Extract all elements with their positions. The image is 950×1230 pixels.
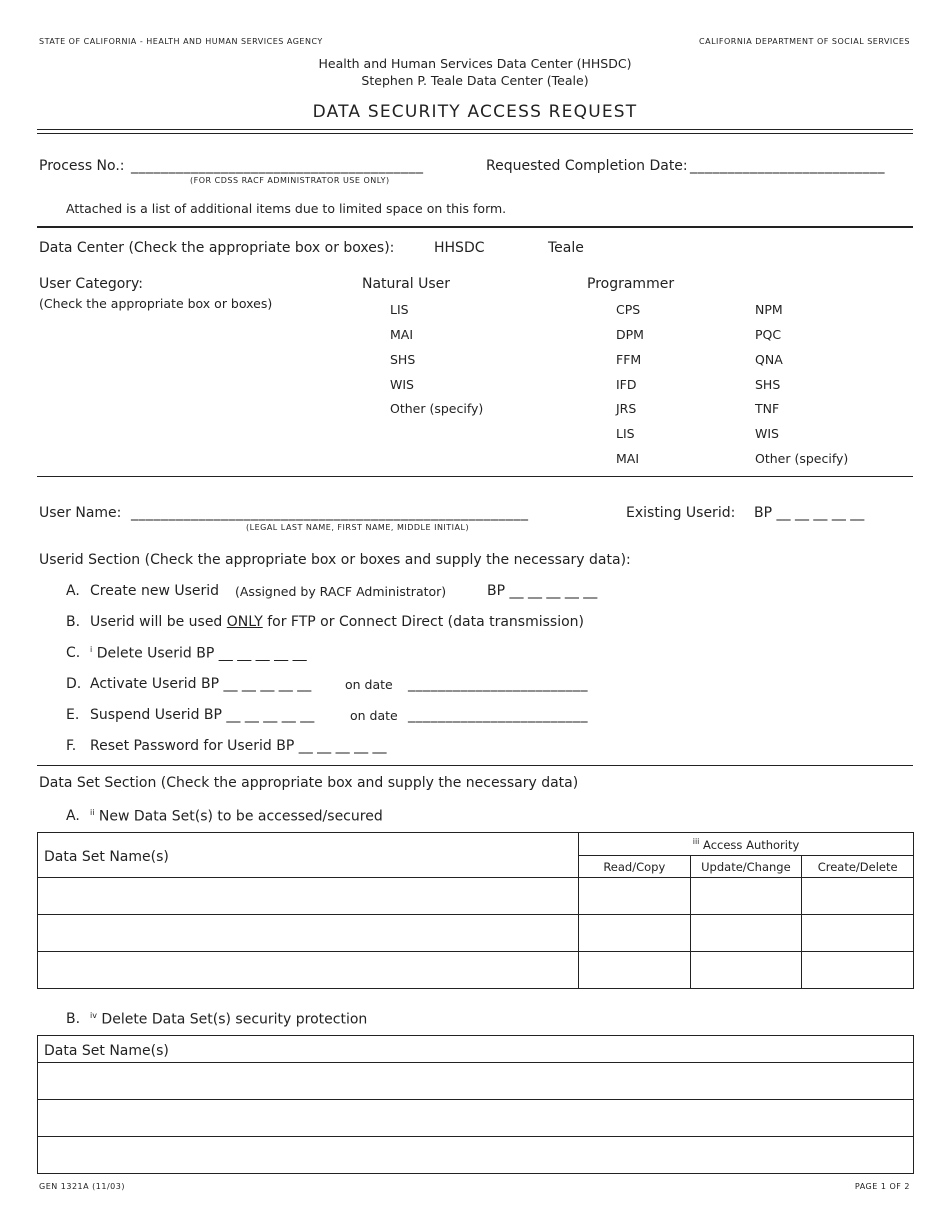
title-divider-top xyxy=(37,129,913,130)
delete-dataset-name-header: Data Set Name(s) xyxy=(38,1036,914,1063)
programmer-option-ifd[interactable]: IFD xyxy=(616,377,637,392)
programmer-option-qna[interactable]: QNA xyxy=(755,352,783,367)
natural-user-heading: Natural User xyxy=(362,276,450,292)
process-no-label: Process No.: xyxy=(39,158,125,174)
programmer-option-pqc[interactable]: PQC xyxy=(755,327,782,342)
user-name-field[interactable]: _____________________________________________________ xyxy=(131,505,529,521)
dataset-name-cell[interactable] xyxy=(38,952,579,989)
create-delete-header: Create/Delete xyxy=(802,856,914,878)
suspend-date-field[interactable]: ________________________ xyxy=(408,707,588,723)
programmer-option-wis[interactable]: WIS xyxy=(755,426,779,441)
update-change-header: Update/Change xyxy=(690,856,802,878)
data-center-option-hhsdc[interactable]: HHSDC xyxy=(434,240,485,256)
ftp-only-post: for FTP or Connect Direct (data transmission) xyxy=(267,614,584,630)
dataset-name-cell[interactable] xyxy=(38,915,579,952)
programmer-option-other[interactable]: Other (specify) xyxy=(755,451,849,466)
completion-date-field[interactable]: __________________________ xyxy=(690,158,885,174)
agency-text: STATE OF CALIFORNIA - HEALTH AND HUMAN SERVICES AGENCY xyxy=(39,37,323,46)
completion-date-label: Requested Completion Date: xyxy=(486,158,688,174)
userid-b-letter: B. xyxy=(66,614,81,630)
delete-userid-option[interactable] xyxy=(90,645,307,662)
delete-dataset-name-cell[interactable] xyxy=(38,1100,914,1137)
reset-password-option[interactable]: Reset Password for Userid BP __ __ __ __ __ xyxy=(90,738,387,754)
read-copy-header: Read/Copy xyxy=(579,856,690,878)
programmer-option-mai[interactable]: MAI xyxy=(616,451,640,466)
programmer-option-dpm[interactable]: DPM xyxy=(616,327,644,342)
user-name-note: (LEGAL LAST NAME, FIRST NAME, MIDDLE INITIAL) xyxy=(246,523,470,532)
title-divider-bottom xyxy=(37,133,913,134)
section-divider-2 xyxy=(37,476,913,477)
ftp-only-emphasis: ONLY xyxy=(226,614,263,630)
user-category-label: User Category: xyxy=(39,276,144,292)
update-change-cell[interactable] xyxy=(690,952,802,989)
dataset-name-cell[interactable] xyxy=(38,878,579,915)
activate-userid-option[interactable]: Activate Userid BP __ __ __ __ __ xyxy=(90,676,312,692)
delete-dataset-name-cell[interactable] xyxy=(38,1137,914,1174)
new-dataset-text: New Data Set(s) to be accessed/secured xyxy=(98,808,383,825)
activate-date-label: on date xyxy=(345,677,393,692)
read-copy-cell[interactable] xyxy=(579,878,690,915)
table-row xyxy=(38,1100,914,1137)
delete-dataset-text: Delete Data Set(s) security protection xyxy=(101,1011,368,1028)
ftp-only-pre: Userid will be used xyxy=(90,614,223,630)
read-copy-cell[interactable] xyxy=(579,915,690,952)
programmer-option-cps[interactable]: CPS xyxy=(616,302,641,317)
delete-dataset-name-cell[interactable] xyxy=(38,1063,914,1100)
natural-user-option-lis[interactable]: LIS xyxy=(390,302,409,317)
access-authority-header xyxy=(579,833,914,856)
existing-userid-field[interactable]: BP __ __ __ __ __ xyxy=(754,505,865,521)
ftp-only-option[interactable] xyxy=(90,614,584,630)
suspend-date-label: on date xyxy=(350,708,398,723)
endnote-i-marker: i xyxy=(90,645,93,654)
user-name-label: User Name: xyxy=(39,505,122,521)
userid-section-label: Userid Section (Check the appropriate box or boxes and supply the necessary data): xyxy=(39,552,631,568)
endnote-ii-marker: ii xyxy=(90,808,95,817)
suspend-userid-option[interactable]: Suspend Userid BP __ __ __ __ __ xyxy=(90,707,315,723)
center1-text: Health and Human Services Data Center (HHSDC) xyxy=(318,56,632,71)
endnote-iv-marker: iv xyxy=(90,1011,97,1020)
section-divider-3 xyxy=(37,765,913,766)
user-category-sublabel: (Check the appropriate box or boxes) xyxy=(39,296,273,311)
userid-a-letter: A. xyxy=(66,583,80,599)
programmer-option-jrs[interactable]: JRS xyxy=(616,401,637,416)
natural-user-option-other[interactable]: Other (specify) xyxy=(390,401,484,416)
department-text: CALIFORNIA DEPARTMENT OF SOCIAL SERVICES xyxy=(699,37,910,46)
delete-dataset-option[interactable] xyxy=(90,1011,367,1028)
section-divider-1 xyxy=(37,226,913,228)
userid-e-letter: E. xyxy=(66,707,80,723)
natural-user-option-shs[interactable]: SHS xyxy=(390,352,416,367)
create-userid-bp-field[interactable]: BP __ __ __ __ __ xyxy=(487,583,598,599)
read-copy-cell[interactable] xyxy=(579,952,690,989)
activate-date-field[interactable]: ________________________ xyxy=(408,676,588,692)
form-id: GEN 1321A (11/03) xyxy=(39,1182,125,1191)
table-row xyxy=(38,952,914,989)
new-dataset-option[interactable] xyxy=(90,808,383,825)
page-title: DATA SECURITY ACCESS REQUEST xyxy=(312,102,638,122)
create-delete-cell[interactable] xyxy=(802,915,914,952)
create-userid-option[interactable]: Create new Userid xyxy=(90,583,220,599)
process-no-note: (FOR CDSS RACF ADMINISTRATOR USE ONLY) xyxy=(190,176,390,185)
userid-d-letter: D. xyxy=(66,676,82,692)
access-authority-label: Access Authority xyxy=(703,837,800,852)
programmer-option-lis[interactable]: LIS xyxy=(616,426,635,441)
new-datasets-table xyxy=(37,832,914,989)
update-change-cell[interactable] xyxy=(690,915,802,952)
center2-text: Stephen P. Teale Data Center (Teale) xyxy=(361,73,589,88)
natural-user-option-mai[interactable]: MAI xyxy=(390,327,414,342)
table-row xyxy=(38,1137,914,1174)
userid-c-letter: C. xyxy=(66,645,81,661)
userid-f-letter: F. xyxy=(66,738,77,754)
update-change-cell[interactable] xyxy=(690,878,802,915)
page-number: PAGE 1 OF 2 xyxy=(854,1182,910,1191)
create-delete-cell[interactable] xyxy=(802,952,914,989)
attached-text: Attached is a list of additional items due to limited space on this form. xyxy=(66,201,507,216)
delete-datasets-table xyxy=(37,1035,914,1174)
dataset-b-letter: B. xyxy=(66,1011,81,1027)
delete-userid-text: Delete Userid BP __ __ __ __ __ xyxy=(96,645,307,662)
existing-userid-label: Existing Userid: xyxy=(626,505,736,521)
dataset-a-letter: A. xyxy=(66,808,80,824)
create-delete-cell[interactable] xyxy=(802,878,914,915)
create-userid-note: (Assigned by RACF Administrator) xyxy=(235,584,447,599)
programmer-option-ffm[interactable]: FFM xyxy=(616,352,642,367)
programmer-option-shs[interactable]: SHS xyxy=(755,377,781,392)
programmer-heading: Programmer xyxy=(587,276,675,292)
data-center-option-teale[interactable]: Teale xyxy=(548,240,584,256)
table-row xyxy=(38,1063,914,1100)
table-row xyxy=(38,915,914,952)
table-row xyxy=(38,878,914,915)
process-no-field[interactable]: _______________________________________ xyxy=(131,158,424,174)
programmer-option-npm[interactable]: NPM xyxy=(755,302,783,317)
data-center-label: Data Center (Check the appropriate box or boxes): xyxy=(39,240,395,256)
endnote-iii-marker: iii xyxy=(692,836,700,846)
natural-user-option-wis[interactable]: WIS xyxy=(390,377,414,392)
programmer-option-tnf[interactable]: TNF xyxy=(755,401,780,416)
dataset-section-label: Data Set Section (Check the appropriate box and supply the necessary data) xyxy=(39,775,579,791)
dataset-name-header: Data Set Name(s) xyxy=(38,833,579,878)
